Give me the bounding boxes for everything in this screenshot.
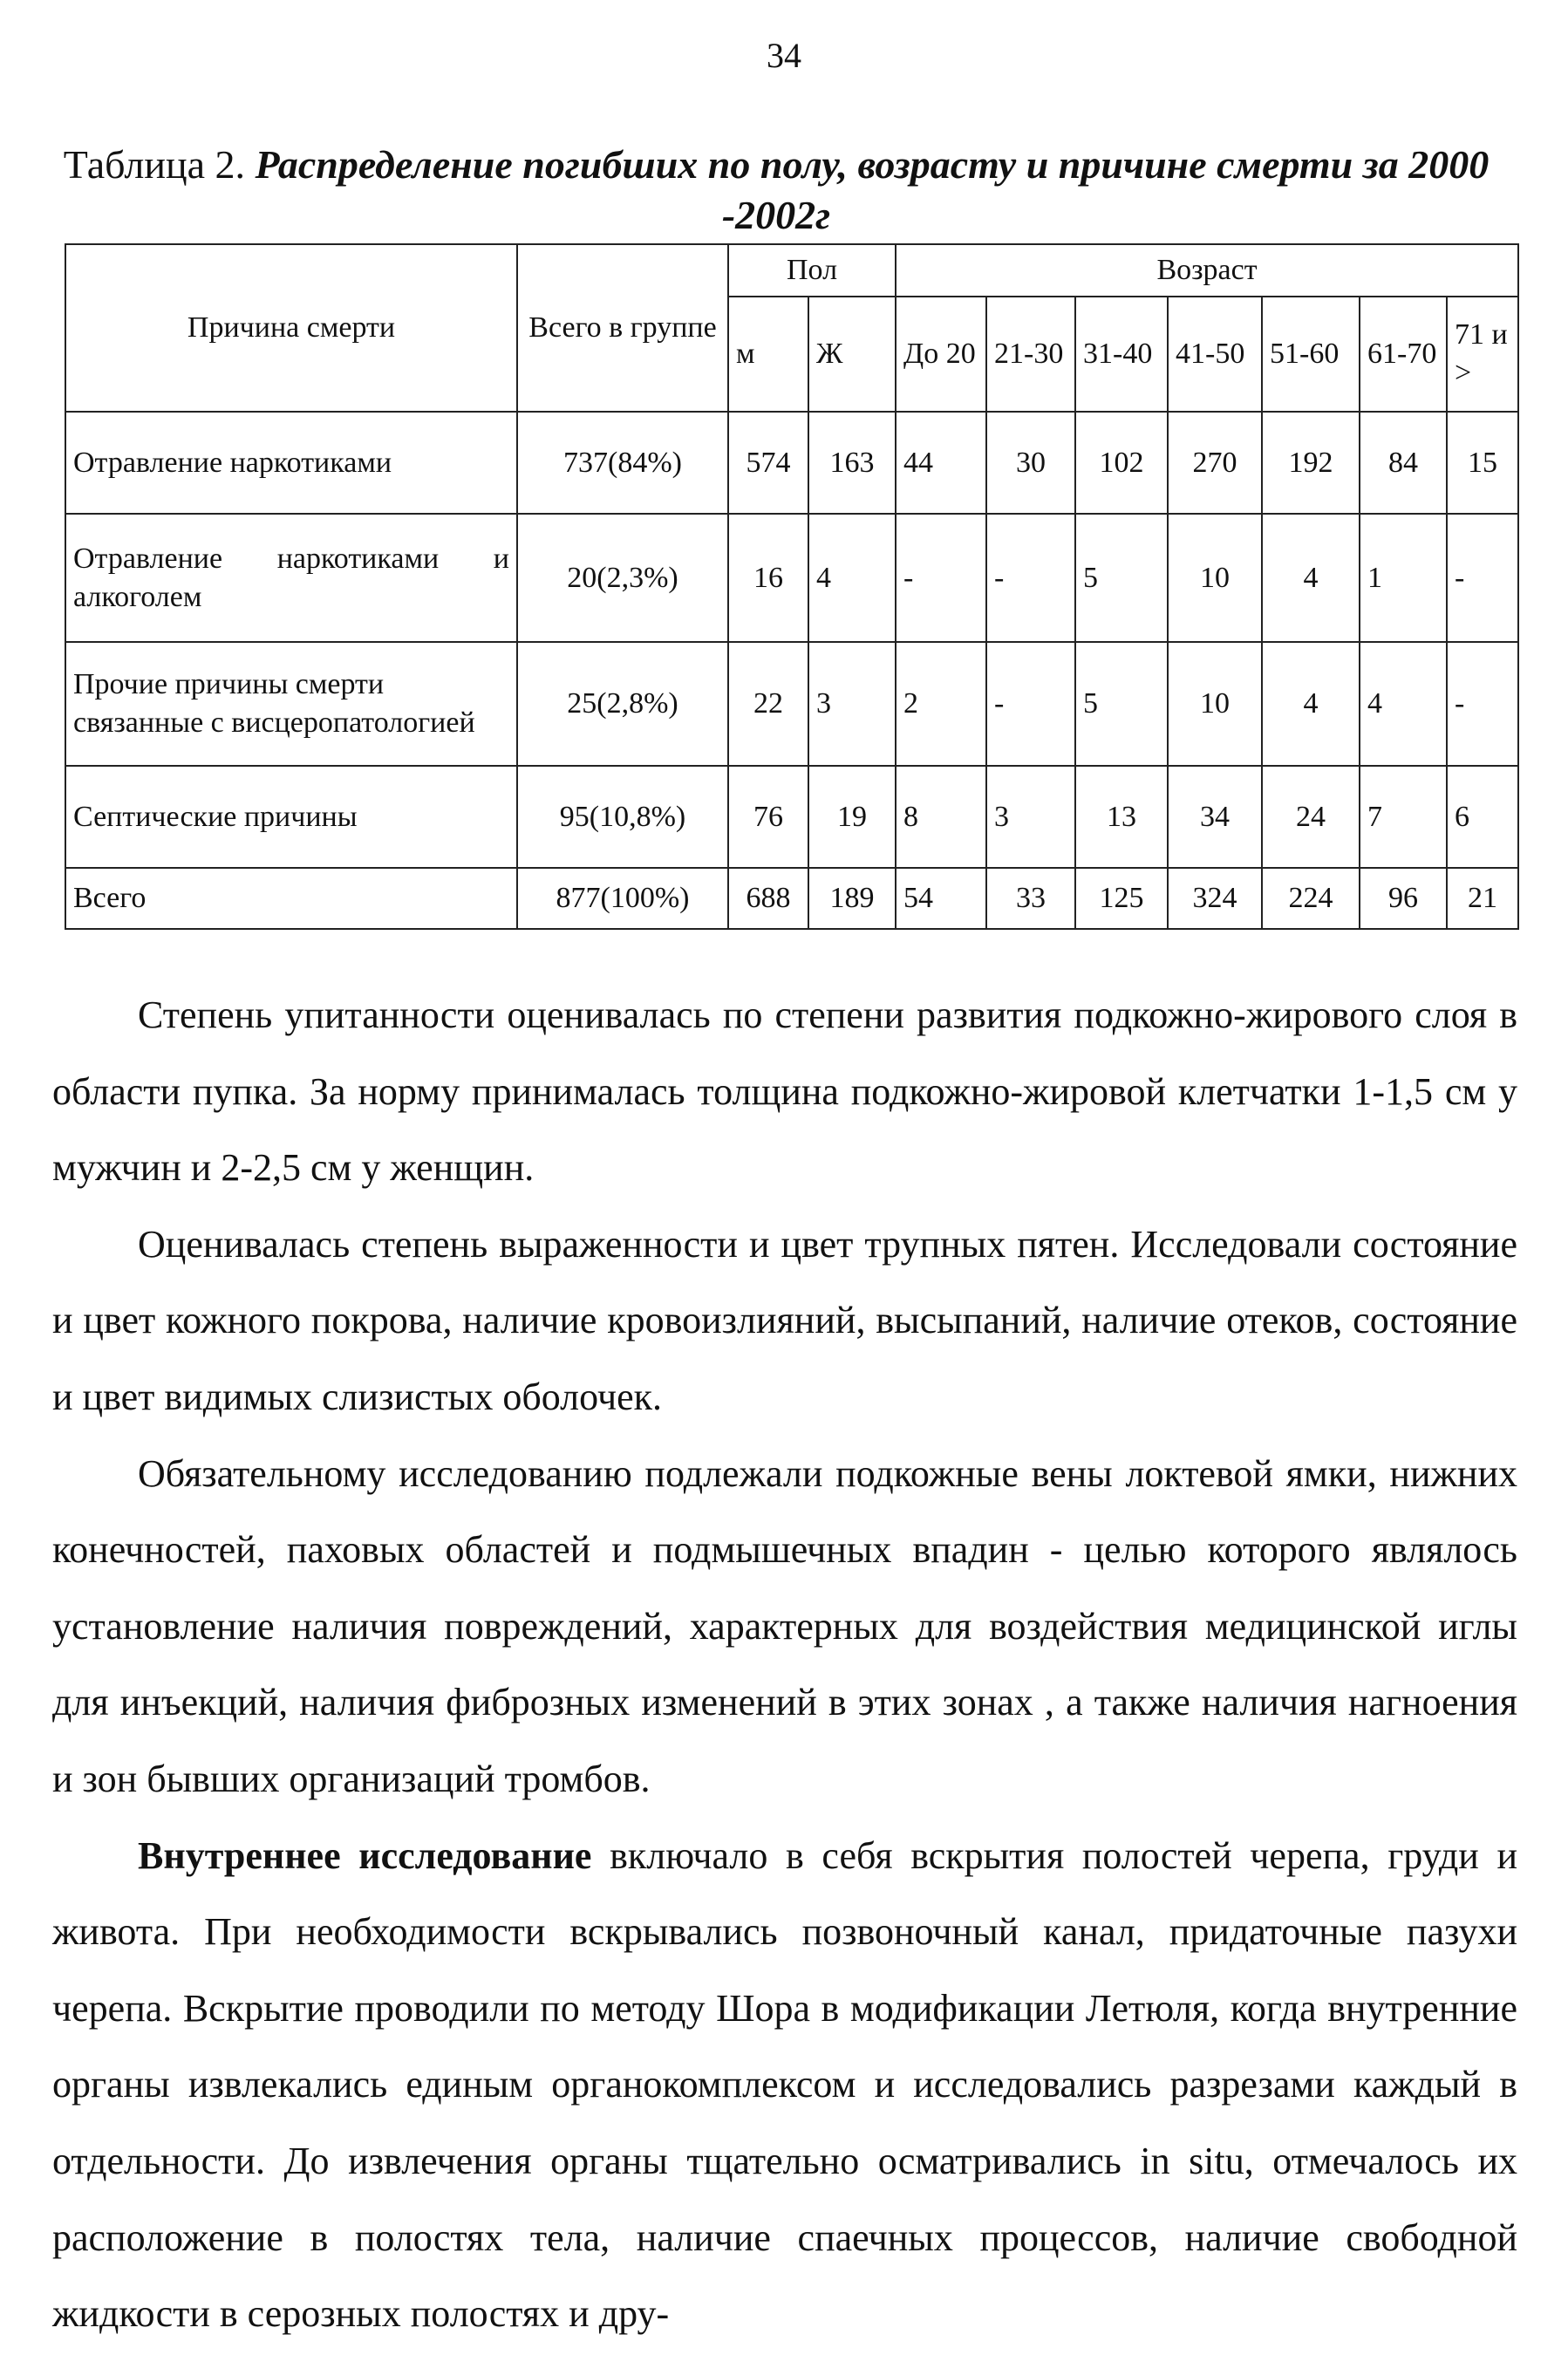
header-age-group: 61-70 <box>1360 297 1447 412</box>
header-age-group: 41-50 <box>1168 297 1262 412</box>
cell-age: - <box>1447 514 1518 642</box>
cell-age: 125 <box>1075 868 1168 929</box>
cell-total: 20(2,3%) <box>517 514 728 642</box>
cell-total: 95(10,8%) <box>517 766 728 868</box>
paragraph-text: включало в себя вскрытия полостей черепа, груди и живота. При необходимости вскрывались позвоночный канал, придаточные пазухи черепа. Вскрытие проводили по методу Шора в модификации Летюля, когда внутренние органы извлекались единым органокомплексом и исследовались разрезами каждый в отдельности. До извлечения органы тщательно осматривались in situ, отмечалось их расположение в полостях тела, наличие спаечных процессов, наличие свободной жидкости в серозных полостях и дру- <box>52 1833 1518 2336</box>
cell-cause: Септические причины <box>65 766 517 868</box>
header-age: Возраст <box>896 244 1518 297</box>
paragraph: Оценивалась степень выраженности и цвет трупных пятен. Исследовали состояние и цвет кожного покрова, наличие кровоизлияний, высыпаний, наличие отеков, состояние и цвет видимых слизистых оболочек. <box>52 1222 1517 1418</box>
cell-age: 96 <box>1360 868 1447 929</box>
cell-female: 19 <box>808 766 896 868</box>
cell-age: 5 <box>1075 642 1168 766</box>
cell-age: 30 <box>986 412 1075 514</box>
cell-total: 877(100%) <box>517 868 728 929</box>
header-total: Всего в группе <box>517 244 728 412</box>
mortality-table <box>65 243 1519 930</box>
paragraph: Обязательному исследованию подлежали подкожные вены локтевой ямки, нижних конечностей, паховых областей и подмышечных впадин - целью которого являлось установление наличия повреждений, характерных для воздействия медицинской иглы для инъекций, наличия фиброзных изменений в этих зонах , а также наличия нагноения и зон бывших организаций тромбов. <box>52 1451 1517 1800</box>
cell-cause: Всего <box>65 868 517 929</box>
bold-term: Внутреннее исследование <box>138 1833 592 1877</box>
cell-age: - <box>896 514 986 642</box>
table-header-row <box>65 244 1518 297</box>
cell-age: 10 <box>1168 642 1262 766</box>
table-caption-label: Таблица 2. <box>63 142 256 187</box>
cell-female: 4 <box>808 514 896 642</box>
page-number: 34 <box>767 36 801 75</box>
cell-age: 102 <box>1075 412 1168 514</box>
cell-age: - <box>1447 642 1518 766</box>
paragraph <box>52 1818 1517 2352</box>
cell-age: 7 <box>1360 766 1447 868</box>
cell-total: 25(2,8%) <box>517 642 728 766</box>
cell-age: 54 <box>896 868 986 929</box>
cell-age: 15 <box>1447 412 1518 514</box>
cell-age: 10 <box>1168 514 1262 642</box>
cell-age: 4 <box>1262 642 1360 766</box>
cell-total: 737(84%) <box>517 412 728 514</box>
table-row <box>65 412 1518 514</box>
cell-age: 4 <box>1262 514 1360 642</box>
header-female: Ж <box>808 297 896 412</box>
cell-male: 574 <box>728 412 808 514</box>
cell-age: 224 <box>1262 868 1360 929</box>
cell-age: - <box>986 514 1075 642</box>
header-age-group: До 20 <box>896 297 986 412</box>
cell-age: 21 <box>1447 868 1518 929</box>
cell-age: 6 <box>1447 766 1518 868</box>
cell-age: 4 <box>1360 642 1447 766</box>
header-sex: Пол <box>728 244 896 297</box>
cell-male: 16 <box>728 514 808 642</box>
cell-age: 13 <box>1075 766 1168 868</box>
cell-age: 192 <box>1262 412 1360 514</box>
paragraph: Степень упитанности оценивалась по степени развития подкожно-жирового слоя в области пупка. За норму принималась толщина подкожно-жировой клетчатки 1-1,5 см у мужчин и 2-2,5 см у женщин. <box>52 993 1517 1190</box>
header-age-group: 71 и > <box>1447 297 1518 412</box>
cell-age: - <box>986 642 1075 766</box>
cell-age: 33 <box>986 868 1075 929</box>
table-caption-title: Распределение погибших по полу, возрасту и причине смерти за 2000 -2002г <box>255 142 1490 237</box>
header-age-group: 31-40 <box>1075 297 1168 412</box>
cell-age: 1 <box>1360 514 1447 642</box>
table-caption <box>52 140 1500 241</box>
table-row <box>65 766 1518 868</box>
table-row-total <box>65 868 1518 929</box>
cell-age: 24 <box>1262 766 1360 868</box>
table-row <box>65 642 1518 766</box>
cell-cause: Отравление наркотиками <box>65 412 517 514</box>
body-text <box>52 977 1517 2352</box>
cell-age: 5 <box>1075 514 1168 642</box>
cell-female: 3 <box>808 642 896 766</box>
cell-cause: Отравление наркотиками и алкоголем <box>65 514 517 642</box>
cell-age: 8 <box>896 766 986 868</box>
cell-age: 44 <box>896 412 986 514</box>
table-row <box>65 514 1518 642</box>
header-cause: Причина смерти <box>65 244 517 412</box>
header-male: м <box>728 297 808 412</box>
cell-male: 688 <box>728 868 808 929</box>
cell-female: 163 <box>808 412 896 514</box>
cell-female: 189 <box>808 868 896 929</box>
header-age-group: 51-60 <box>1262 297 1360 412</box>
cell-age: 270 <box>1168 412 1262 514</box>
cell-age: 2 <box>896 642 986 766</box>
cell-age: 324 <box>1168 868 1262 929</box>
cell-cause: Прочие причины смерти связанные с висцеропатологией <box>65 642 517 766</box>
cell-age: 34 <box>1168 766 1262 868</box>
cell-age: 3 <box>986 766 1075 868</box>
cell-male: 22 <box>728 642 808 766</box>
cell-male: 76 <box>728 766 808 868</box>
cell-age: 84 <box>1360 412 1447 514</box>
header-age-group: 21-30 <box>986 297 1075 412</box>
